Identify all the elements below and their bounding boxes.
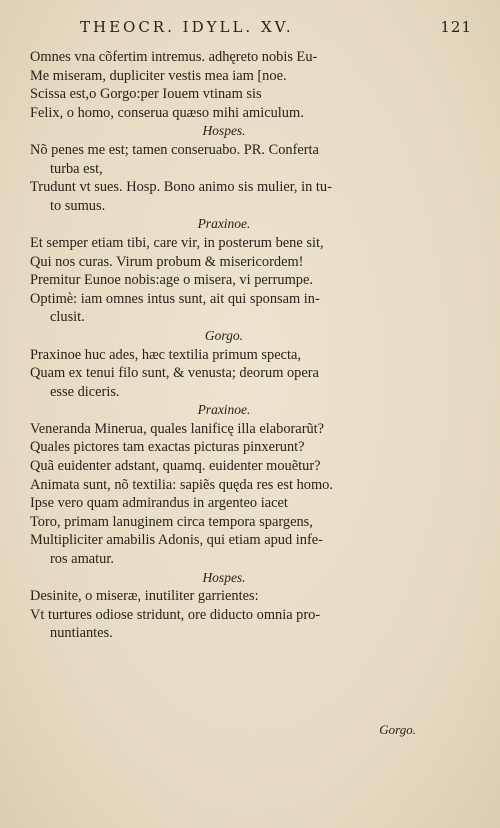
text-line: Scissa est,o Gorgo:per Iouem vtinam sis bbox=[30, 86, 262, 103]
text-line: Felix, o homo, conserua quæso mihi amiculum. bbox=[30, 104, 304, 121]
text-line: nuntiantes. bbox=[50, 625, 113, 642]
text-line: turba est, bbox=[50, 160, 103, 177]
page-number: 121 bbox=[440, 18, 472, 36]
text-line: Ipse vero quam admirandus in argenteo iacet bbox=[30, 495, 288, 512]
text-line: Animata sunt, nõ textilia: sapiẽs quęda res est homo. bbox=[30, 476, 333, 493]
text-line: Quã euidenter adstant, quamq. euidenter mouẽtur? bbox=[30, 458, 321, 475]
text-line: Et semper etiam tibi, care vir, in posterum bene sit, bbox=[30, 234, 324, 251]
text-line: esse diceris. bbox=[50, 383, 120, 400]
speaker-label: Praxinoe. bbox=[197, 216, 251, 232]
speaker-label: Gorgo. bbox=[204, 327, 244, 343]
text-line: Premitur Eunoe nobis:age o misera, vi perrumpe. bbox=[30, 272, 313, 289]
text-line: Desinite, o miseræ, inutiliter garrientes: bbox=[30, 588, 259, 605]
text-line: Vt turtures odiose stridunt, ore diducto omnia pro- bbox=[30, 606, 321, 623]
text-line: Trudunt vt sues. Hosp. Bono animo sis mulier, in tu- bbox=[30, 179, 332, 196]
text-line: Toro, primam lanuginem circa tempora spargens, bbox=[30, 513, 313, 530]
text-line: Optimè: iam omnes intus sunt, ait qui sponsam in- bbox=[30, 290, 320, 307]
text-line: Me miseram, dupliciter vestis mea iam [noe. bbox=[30, 67, 287, 84]
text-line: Quales pictores tam exactas picturas pinxerunt? bbox=[30, 439, 305, 456]
text-line: Nõ penes me est; tamen conseruabo. PR. Conferta bbox=[30, 141, 319, 158]
catchword: Gorgo. bbox=[379, 722, 416, 737]
speaker-label: Praxinoe. bbox=[197, 402, 251, 418]
text-line: to sumus. bbox=[50, 197, 106, 214]
text-line: ros amatur. bbox=[50, 551, 114, 568]
text-line: Praxinoe huc ades, hæc textilia primum specta, bbox=[30, 346, 301, 363]
text-line: Qui nos curas. Virum probum & misericordem! bbox=[30, 253, 304, 270]
text-line: clusit. bbox=[50, 309, 85, 326]
text-body bbox=[30, 48, 418, 643]
running-header bbox=[80, 18, 472, 40]
text-line: Veneranda Minerua, quales lanificę illa elaborarũt? bbox=[30, 420, 325, 437]
running-title: THEOCR. IDYLL. XV. bbox=[80, 18, 294, 36]
speaker-label: Hospes. bbox=[202, 123, 246, 139]
speaker-label: Hospes. bbox=[202, 569, 246, 585]
text-line: Quam ex tenui filo sunt, & venusta; deorum opera bbox=[30, 365, 319, 382]
text-line: Multipliciter amabilis Adonis, qui etiam apud infe- bbox=[30, 532, 323, 549]
text-line: Omnes vna cõfertim intremus. adhęreto nobis Eu- bbox=[30, 49, 318, 65]
